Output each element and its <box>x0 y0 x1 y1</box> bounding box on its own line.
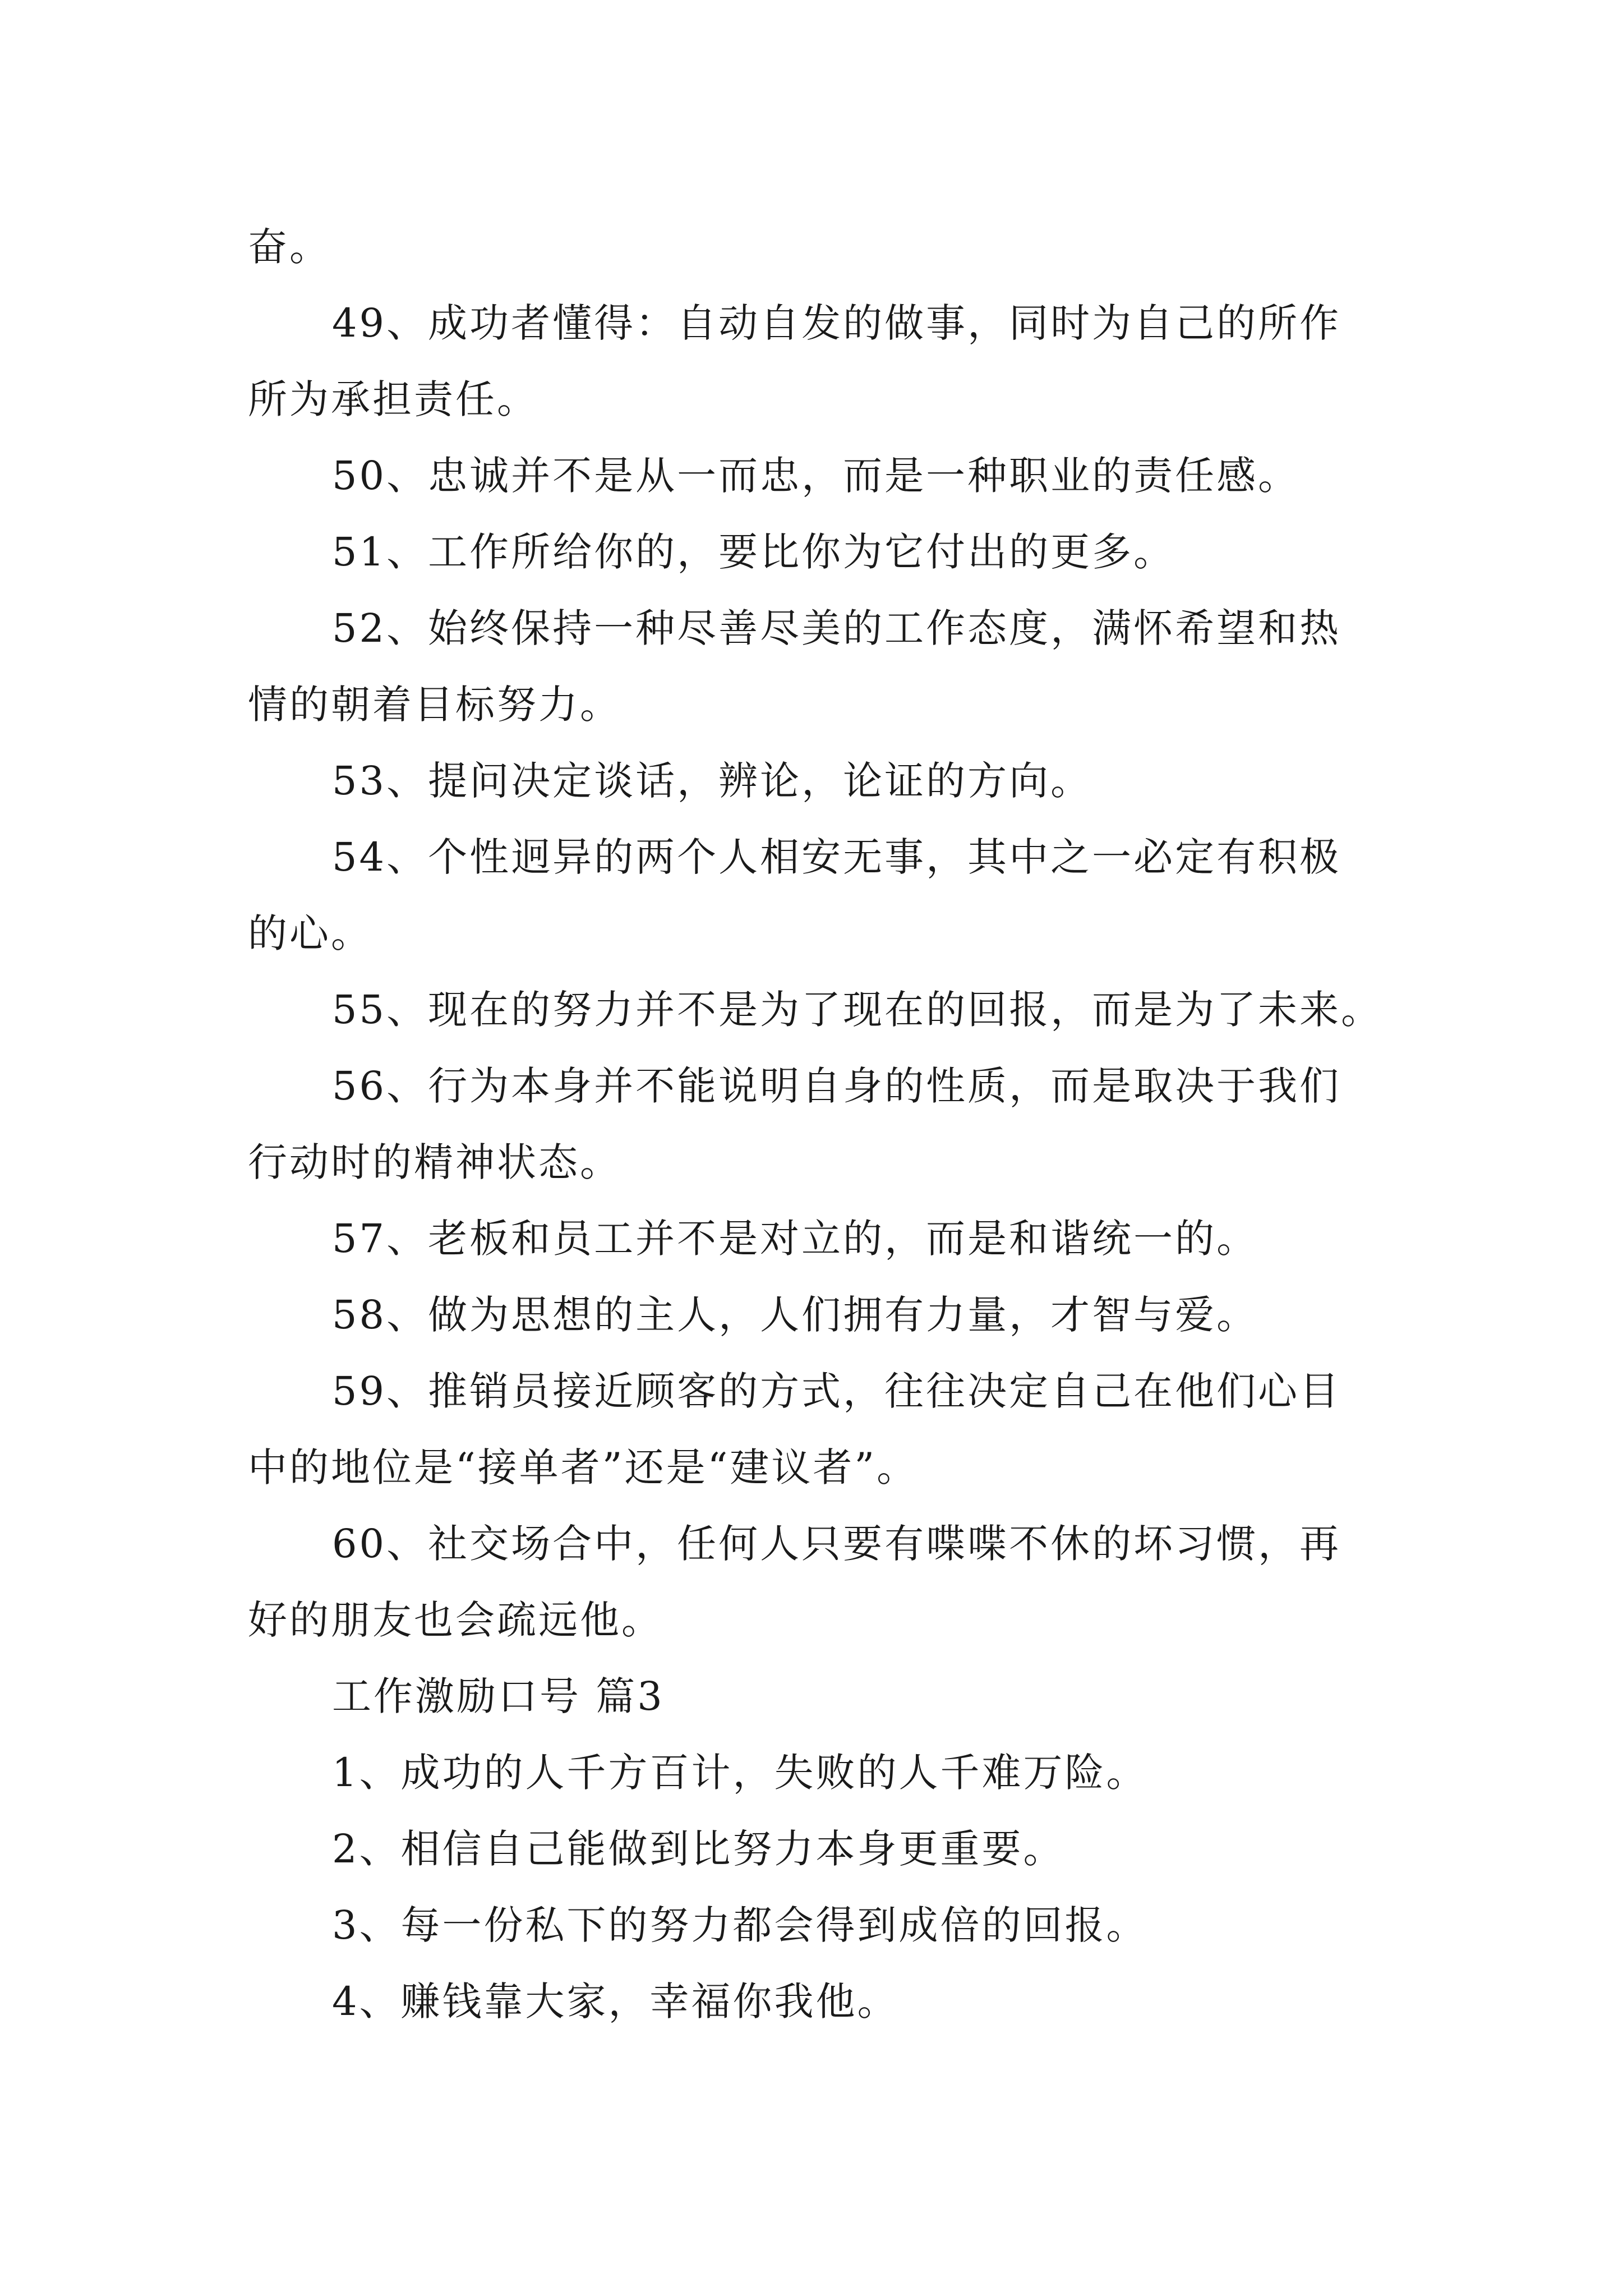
text-line-item-53: 53、提问决定谈话，辨论，论证的方向。 <box>332 758 1092 804</box>
text-line-item-50: 50、忠诚并不是从一而忠，而是一种职业的责任感。 <box>332 453 1300 499</box>
text-line-continuation: 的心。 <box>248 910 372 956</box>
text-line-continuation: 奋。 <box>248 224 331 270</box>
text-line-item-1: 1、成功的人千方百计，失败的人千难万险。 <box>332 1750 1148 1796</box>
text-line-item-52: 52、始终保持一种尽善尽美的工作态度，满怀希望和热 <box>332 605 1341 651</box>
text-line-item-51: 51、工作所给你的，要比你为它付出的更多。 <box>332 529 1175 575</box>
text-line-continuation: 行动时的精神状态。 <box>248 1139 621 1185</box>
text-line-item-56: 56、行为本身并不能说明自身的性质，而是取决于我们 <box>332 1063 1341 1109</box>
text-line-item-57: 57、老板和员工并不是对立的，而是和谐统一的。 <box>332 1216 1258 1262</box>
document-body <box>248 209 1392 2040</box>
text-line-continuation: 好的朋友也会疏远他。 <box>248 1597 663 1643</box>
text-line-continuation: 所为承担责任。 <box>248 376 538 422</box>
text-line-continuation: 情的朝着目标努力。 <box>248 682 621 728</box>
text-line-continuation: 中的地位是“接单者”还是“建议者”。 <box>248 1444 919 1490</box>
text-line-item-60: 60、社交场合中，任何人只要有喋喋不休的坏习惯，再 <box>332 1521 1341 1567</box>
section-heading: 工作激励口号 篇3 <box>332 1673 665 1719</box>
text-line-item-59: 59、推销员接近顾客的方式，往往决定自己在他们心目 <box>332 1368 1341 1414</box>
text-line-item-4: 4、赚钱靠大家，幸福你我他。 <box>332 1978 899 2024</box>
text-line-item-54: 54、个性迥异的两个人相安无事，其中之一必定有积极 <box>332 834 1341 880</box>
text-line-item-3: 3、每一份私下的努力都会得到成倍的回报。 <box>332 1902 1148 1948</box>
text-line-item-55: 55、现在的努力并不是为了现在的回报，而是为了未来。 <box>332 987 1383 1033</box>
text-line-item-49: 49、成功者懂得：自动自发的做事，同时为自己的所作 <box>332 300 1341 346</box>
text-line-item-58: 58、做为思想的主人，人们拥有力量，才智与爱。 <box>332 1292 1258 1338</box>
text-line-item-2: 2、相信自己能做到比努力本身更重要。 <box>332 1826 1065 1872</box>
